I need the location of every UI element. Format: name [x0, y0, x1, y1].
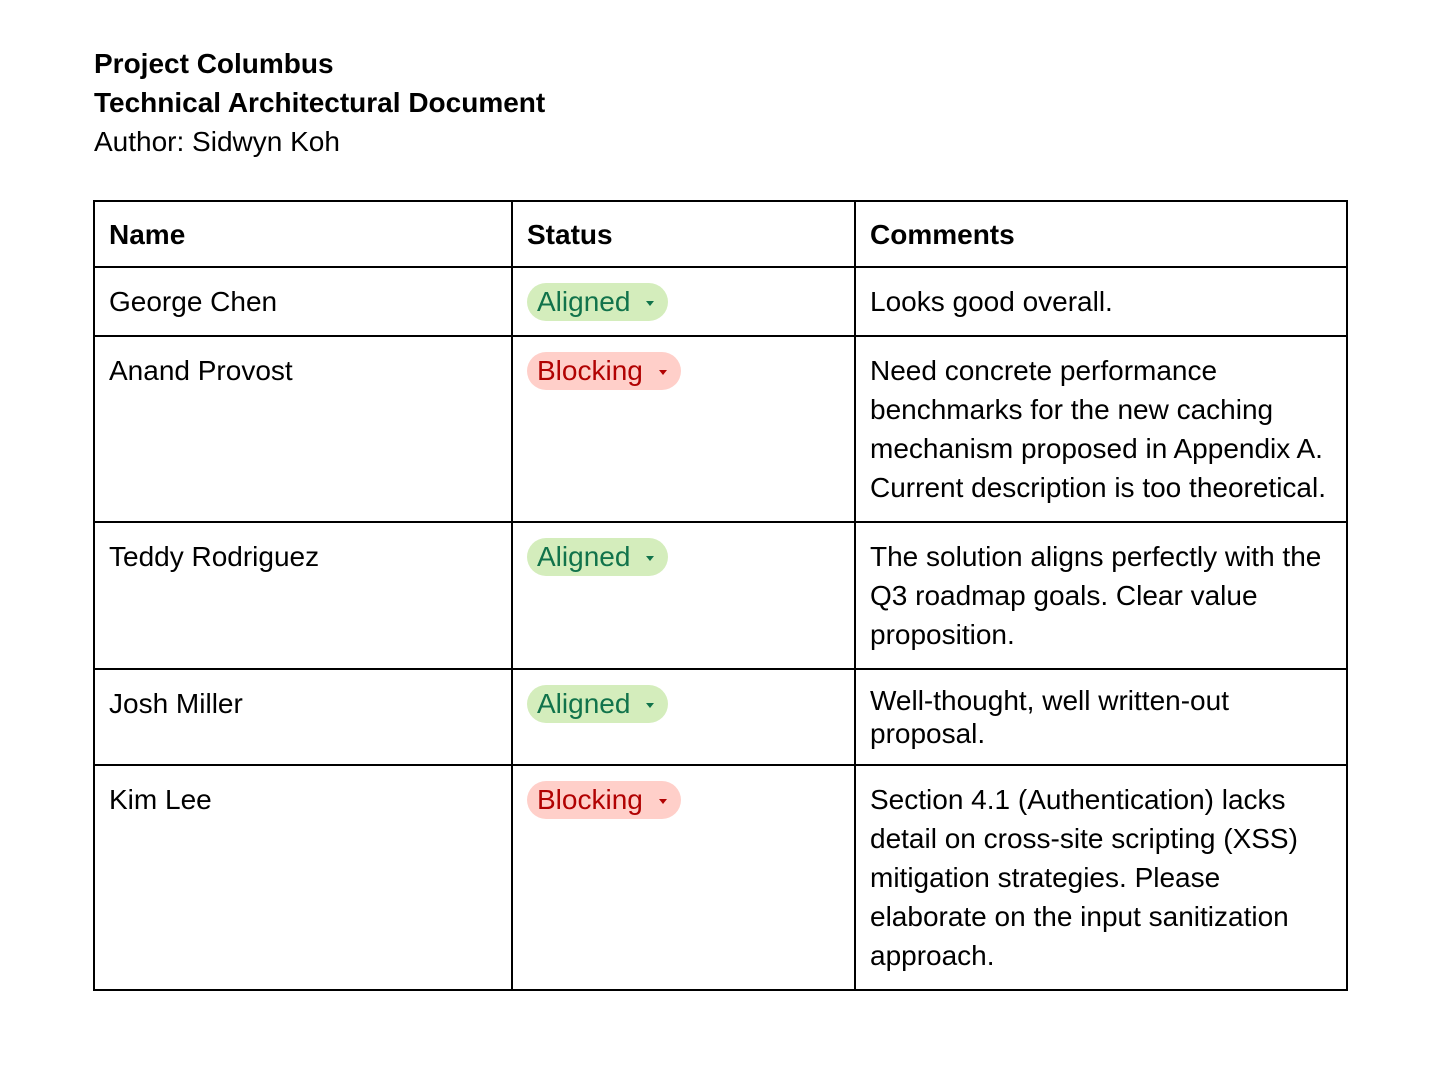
reviewer-name: George Chen	[94, 267, 512, 336]
document-header	[94, 44, 545, 161]
document-author: Author: Sidwyn Koh	[94, 126, 340, 157]
reviewer-comment: Looks good overall.	[855, 267, 1347, 336]
caret-down-icon	[659, 370, 667, 375]
header-status: Status	[512, 201, 855, 267]
status-chip-label: Blocking	[537, 355, 643, 386]
status-chip-label: Aligned	[537, 688, 631, 719]
table-row	[94, 267, 1347, 336]
table-row	[94, 336, 1347, 522]
reviewer-name: Josh Miller	[94, 669, 512, 765]
status-cell	[512, 267, 855, 336]
status-chip[interactable]	[527, 685, 668, 723]
status-cell	[512, 522, 855, 669]
reviewer-name: Teddy Rodriguez	[94, 522, 512, 669]
document-title: Project Columbus	[94, 48, 334, 79]
table-row	[94, 765, 1347, 990]
status-chip-label: Blocking	[537, 784, 643, 815]
table-header-row	[94, 201, 1347, 267]
document-subtitle: Technical Architectural Document	[94, 87, 546, 118]
status-chip[interactable]	[527, 538, 668, 576]
reviewer-name: Anand Provost	[94, 336, 512, 522]
reviewer-comment: Well-thought, well written-out proposal.	[855, 669, 1347, 765]
caret-down-icon	[646, 703, 654, 708]
status-cell	[512, 336, 855, 522]
status-chip-label: Aligned	[537, 286, 631, 317]
caret-down-icon	[659, 799, 667, 804]
table-row	[94, 522, 1347, 669]
status-chip-label: Aligned	[537, 541, 631, 572]
reviewer-comment: The solution aligns perfectly with the Q3 roadmap goals. Clear value proposition.	[855, 522, 1347, 669]
review-table	[93, 200, 1348, 991]
caret-down-icon	[646, 556, 654, 561]
status-chip[interactable]	[527, 352, 681, 390]
reviewer-comment: Section 4.1 (Authentication) lacks detail on cross-site scripting (XSS) mitigation strategies. Please elaborate on the input sanitization approach.	[855, 765, 1347, 990]
reviewer-name: Kim Lee	[94, 765, 512, 990]
reviewer-comment: Need concrete performance benchmarks for the new caching mechanism proposed in Appendix A. Current description is too theoretical.	[855, 336, 1347, 522]
header-comments: Comments	[855, 201, 1347, 267]
table-row	[94, 669, 1347, 765]
caret-down-icon	[646, 301, 654, 306]
status-chip[interactable]	[527, 283, 668, 321]
status-cell	[512, 669, 855, 765]
status-chip[interactable]	[527, 781, 681, 819]
header-name: Name	[94, 201, 512, 267]
status-cell	[512, 765, 855, 990]
